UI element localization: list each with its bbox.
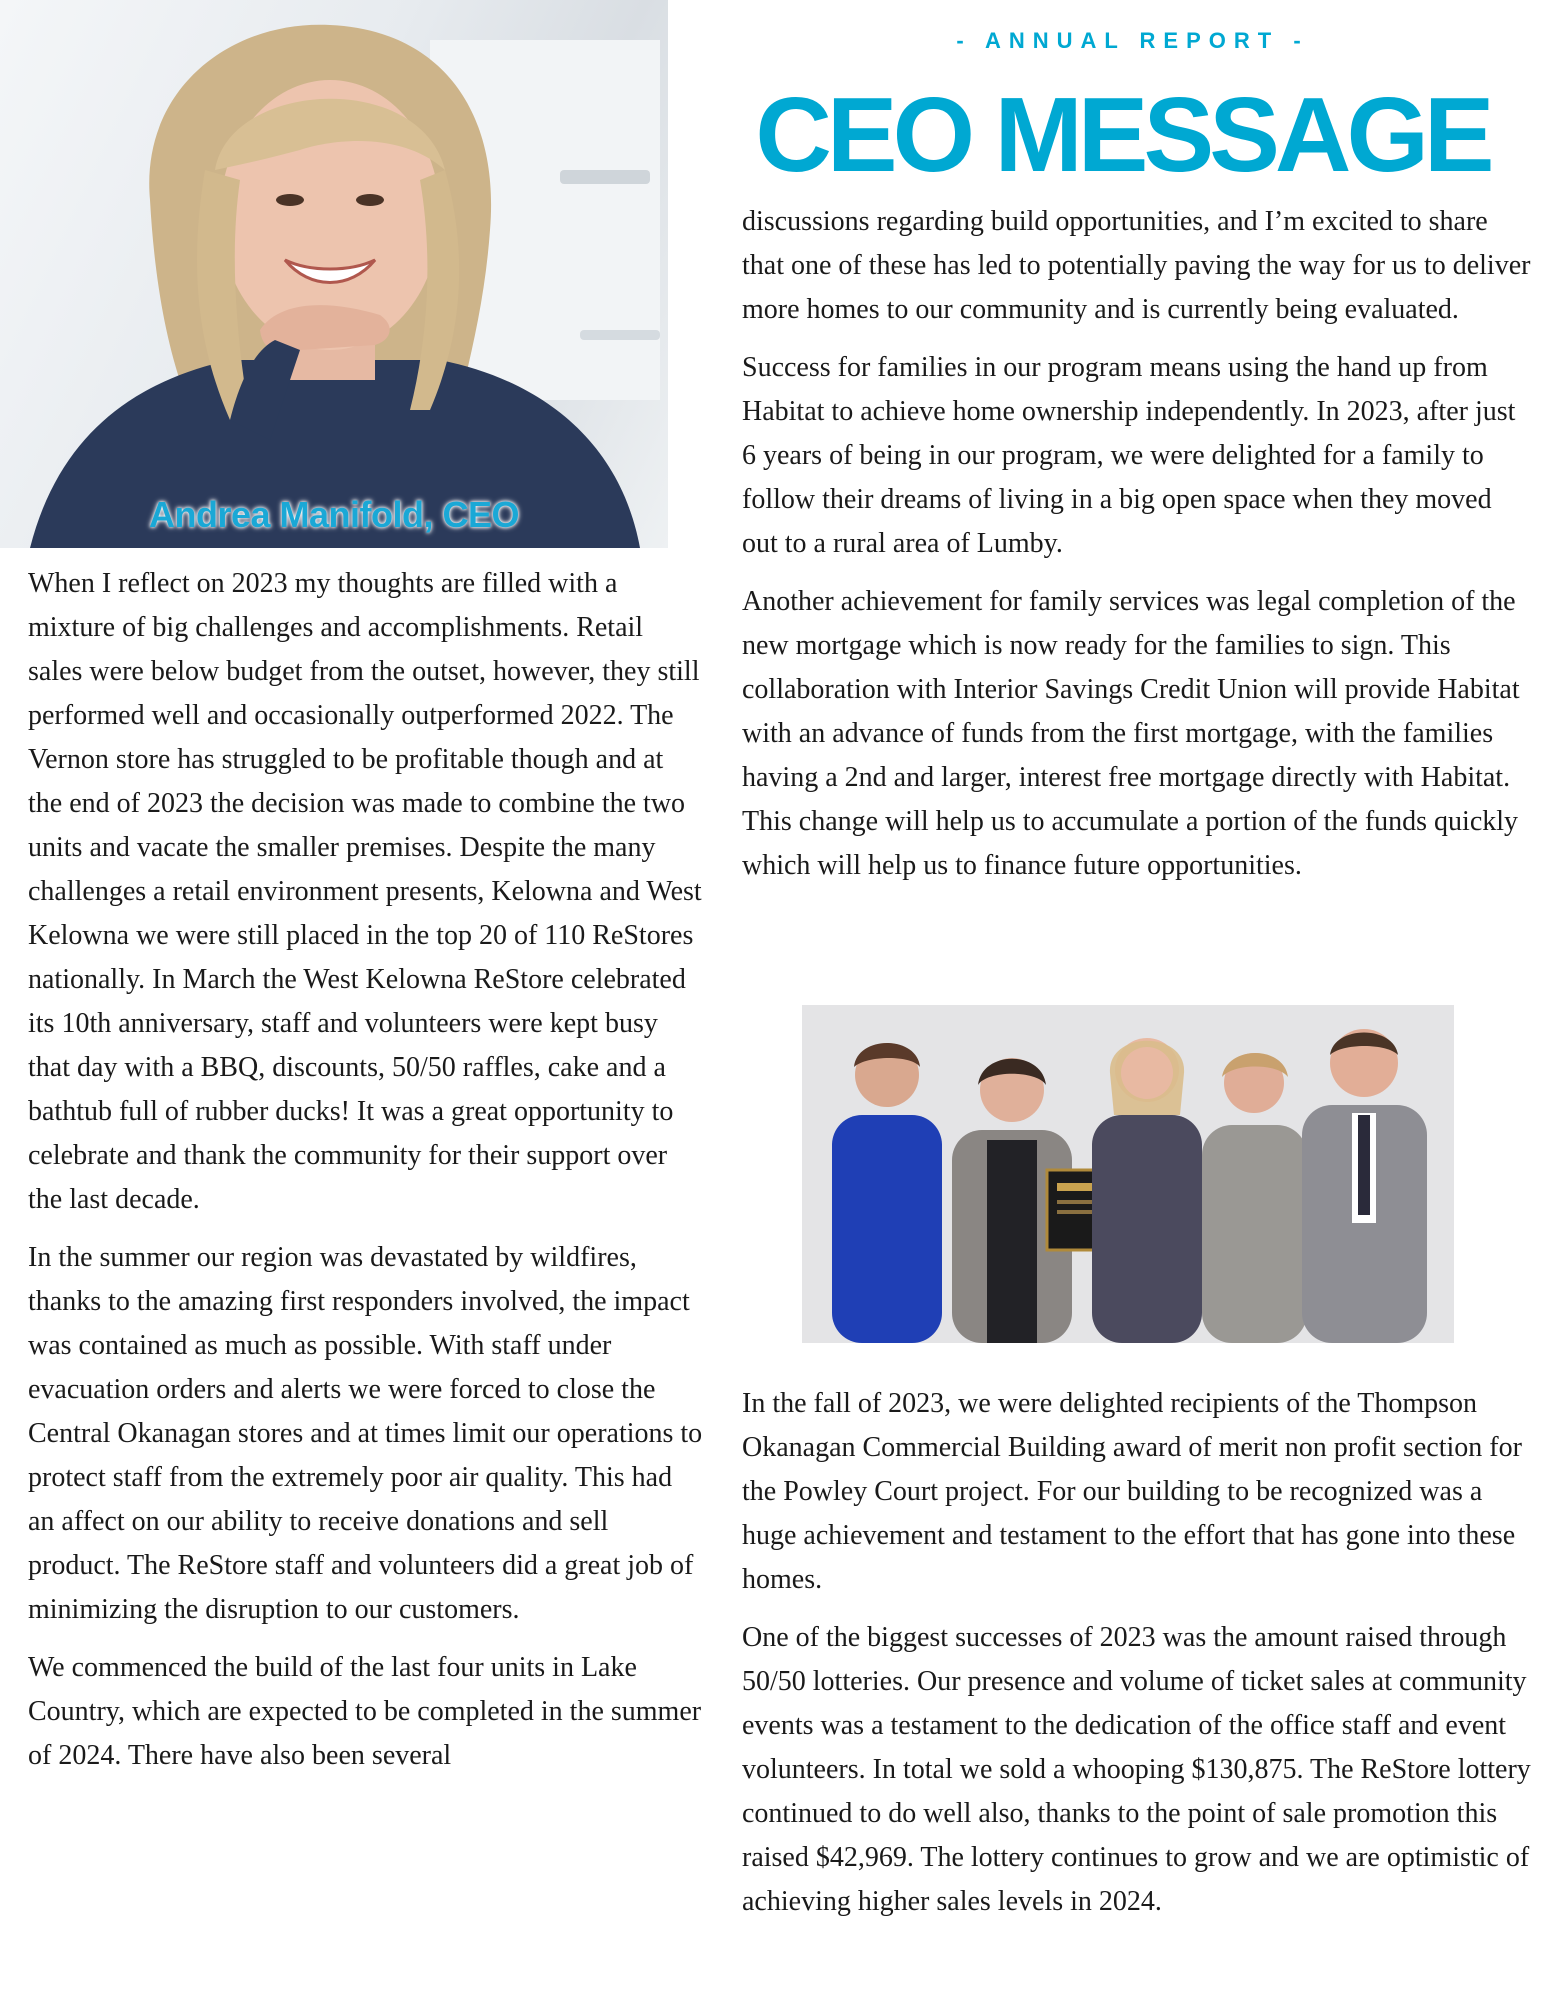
section-eyebrow: - ANNUAL REPORT - — [956, 28, 1309, 53]
award-group-illustration — [802, 1005, 1454, 1343]
body-paragraph: In the summer our region was devastated by wildfires, thanks to the amazing first responders involved, the impact was contained as much as possible. With staff under evacuation orders and alerts we were forced to close the Central Okanagan stores and at times limit our operations to protect staff from the extremely poor air quality. This had an affect on our ability to receive donations and sell product. The ReStore staff and volunteers did a great job of minimizing the disruption to our customers. — [28, 1242, 703, 1625]
page-title: CEO MESSAGE — [755, 76, 1490, 194]
right-text-column-top — [742, 200, 1532, 888]
ceo-portrait-illustration — [0, 0, 668, 548]
right-text-column-bottom — [742, 1382, 1532, 1924]
body-paragraph: Another achievement for family services was legal completion of the new mortgage which is now ready for the families to sign. This collaboration with Interior Savings Credit Union will provide Habitat with an advance of funds from the first mortgage, with the families having a 2nd and larger, interest free mortgage directly with Habitat. This change will help us to accumulate a portion of the funds quickly which will help us to finance future opportunities. — [742, 586, 1520, 881]
body-paragraph: One of the biggest successes of 2023 was the amount raised through 50/50 lotteries. Our presence and volume of ticket sales at community events was a testament to the dedication of the office staff and event volunteers. In total we sold a whooping $130,875. The ReStore lottery continued to do well also, thanks to the point of sale promotion this raised $42,969. The lottery continues to grow and we are optimistic of achieving higher sales levels in 2024. — [742, 1622, 1531, 1917]
body-paragraph: We commenced the build of the last four units in Lake Country, which are expected to be completed in the summer of 2024. There have also been several — [28, 1652, 702, 1771]
body-paragraph: In the fall of 2023, we were delighted recipients of the Thompson Okanagan Commercial Building award of merit non profit section for the Powley Court project. For our building to be recognized was a huge achievement and testament to the effort that has gone into these homes. — [742, 1388, 1522, 1595]
body-paragraph: When I reflect on 2023 my thoughts are filled with a mixture of big challenges and accomplishments. Retail sales were below budget from the outset, however, they still performed well and occasionally outperformed 2022. The Vernon store has struggled to be profitable though and at the end of 2023 the decision was made to combine the two units and vacate the smaller premises. Despite the many challenges a retail environment presents, Kelowna and West Kelowna we were still placed in the top 20 of 110 ReStores nationally. In March the West Kelowna ReStore celebrated its 10th anniversary, staff and volunteers were kept busy that day with a BBQ, discounts, 50/50 raffles, cake and a bathtub full of rubber ducks! It was a great opportunity to celebrate and thank the community for their support over the last decade. — [28, 568, 702, 1215]
body-paragraph: discussions regarding build opportunities, and I’m excited to share that one of these has led to potentially paving the way for us to deliver more homes to our community and is currently being evaluated. — [742, 206, 1531, 325]
ceo-portrait — [0, 0, 668, 548]
body-paragraph: Success for families in our program means using the hand up from Habitat to achieve home ownership independently. In 2023, after just 6 years of being in our program, we were delighted for a family to follow their dreams of living in a big open space when they moved out to a rural area of Lumby. — [742, 352, 1516, 559]
portrait-caption: Andrea Manifold, CEO — [148, 494, 520, 535]
left-text-column — [28, 562, 703, 1778]
award-group-photo — [802, 1005, 1454, 1343]
